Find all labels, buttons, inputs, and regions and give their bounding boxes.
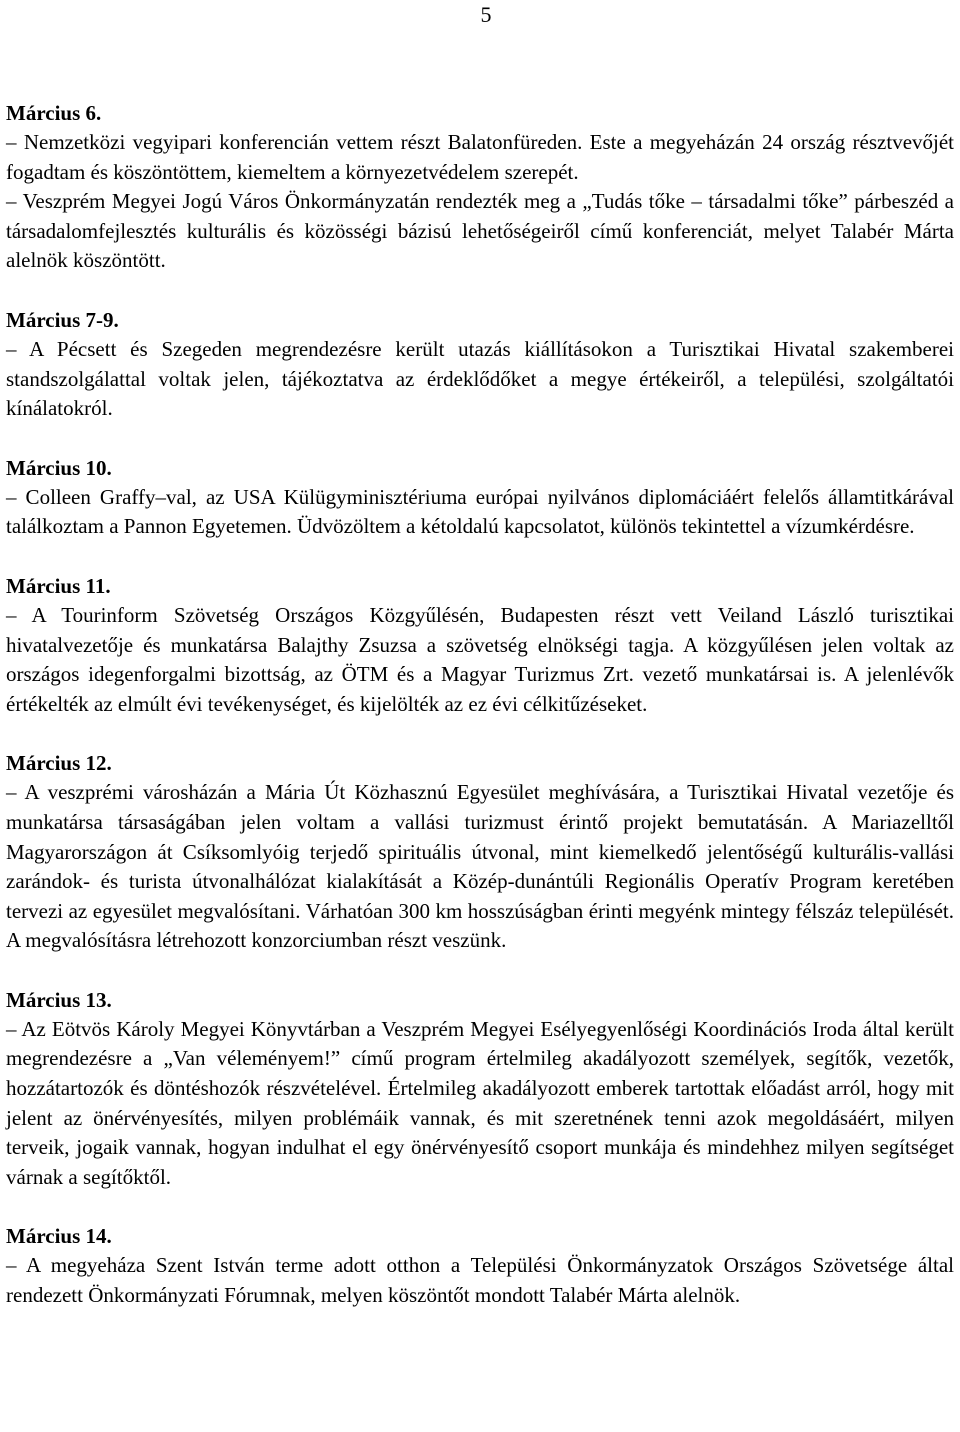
entry-paragraph: – Veszprém Megyei Jogú Város Önkormányzatán rendezték meg a „Tudás tőke – társadalmi tőke” párbeszéd a társadalomfejlesztés kulturális és közösségi bázisú lehetőségeiről című konferenciát, melyet Talabér Márta alelnök köszöntött. <box>6 189 954 273</box>
diary-entries <box>6 98 954 1340</box>
entry-paragraph: – Colleen Graffy–val, az USA Külügyminisztériuma európai nyilvános diplomáciáért felelős államtitkárával találkoztam a Pannon Egyetemen. Üdvözöltem a kétoldalú kapcsolatot, különös tekintettel a vízumkérdésre. <box>6 484 954 539</box>
diary-entry <box>6 98 954 276</box>
entry-paragraph: – Az Eötvös Károly Megyei Könyvtárban a Veszprém Megyei Esélyegyenlőségi Koordinációs Iroda által került megrendezésre a „Van véleményem!” című program értelmileg akadályozott személyek, segítők, vezetők, hozzátartozók és döntéshozók részvételével. Értelmileg akadályozott emberek tartottak előadást arról, hogy mit jelent az önérvényesítés, milyen problémáik vannak, és mit szeretnének tenni azok megoldásáért, milyen terveik, jogaik vannak, hogyan indulhat el egy önérvényesítő csoport munkája és mindehhez milyen segítséget várnak a segítőktől. <box>6 1016 954 1189</box>
entry-paragraph: – A veszprémi városházán a Mária Út Közhasznú Egyesület meghívására, a Turisztikai Hivatal vezetője és munkatársa társaságában jelen voltam a vallási turizmust érintő projekt bemutatásán. A Mariazelltől Magyarországon át Csíksomlyóig terjedő spirituális útvonal, mint kiemelkedő jelentőségű kulturális-vallási zarándok- és turista útvonalhálózat kialakítását a Közép-dunántúli Regionális Operatív Program keretében tervezi az egyesület megvalósítani. Várhatóan 300 km hosszúságban érinti megyénk mintegy félszáz települését. A megvalósításra létrehozott konzorciumban részt veszünk. <box>6 780 954 953</box>
entry-paragraph: – A Pécsett és Szegeden megrendezésre került utazás kiállításokon a Turisztikai Hivatal szakemberei standszolgálattal voltak jelen, tájékoztatva az érdeklődőket a megye értékeiről, a települési, szolgáltatói kínálatokról. <box>6 336 954 421</box>
entry-paragraph: – Nemzetközi vegyipari konferencián vettem részt Balatonfüreden. Este a megyeházán 24 ország résztvevőjét fogadtam és köszöntöttem, kiemeltem a környezetvédelem szerepét. <box>6 130 954 184</box>
entry-paragraph: – A Tourinform Szövetség Országos Közgyűlésén, Budapesten részt vett Veiland László turisztikai hivatalvezetője és munkatársa Balajthy Zsuzsa a szövetség elnökségi tagja. A közgyűlésen jelen voltak az országos idegenforgalmi bizottság, az ÖTM és a Magyar Turizmus Zrt. vezető munkatársai is. A jelenlévők értékelték az elmúlt évi tevékenységet, és kijelölték az ez évi célkitűzéseket. <box>6 602 954 716</box>
diary-entry <box>6 1221 954 1310</box>
diary-entry <box>6 571 954 719</box>
entry-date: Március 6. <box>6 101 102 125</box>
entry-date: Március 13. <box>6 987 112 1012</box>
diary-entry <box>6 985 954 1193</box>
entry-date: Március 14. <box>6 1224 112 1249</box>
diary-entry <box>6 305 954 424</box>
page-number: 5 <box>480 2 492 27</box>
entry-date: Március 7-9. <box>6 307 119 332</box>
entry-date: Március 12. <box>6 751 112 776</box>
entry-date: Március 10. <box>6 455 112 480</box>
entry-date: Március 11. <box>6 573 111 598</box>
diary-entry <box>6 748 954 956</box>
entry-paragraph: – A megyeháza Szent István terme adott otthon a Települési Önkormányzatok Országos Szövetsége által rendezett Önkormányzati Fórumnak, melyen köszöntőt mondott Talabér Márta alelnök. <box>6 1253 954 1308</box>
diary-entry <box>6 453 954 542</box>
